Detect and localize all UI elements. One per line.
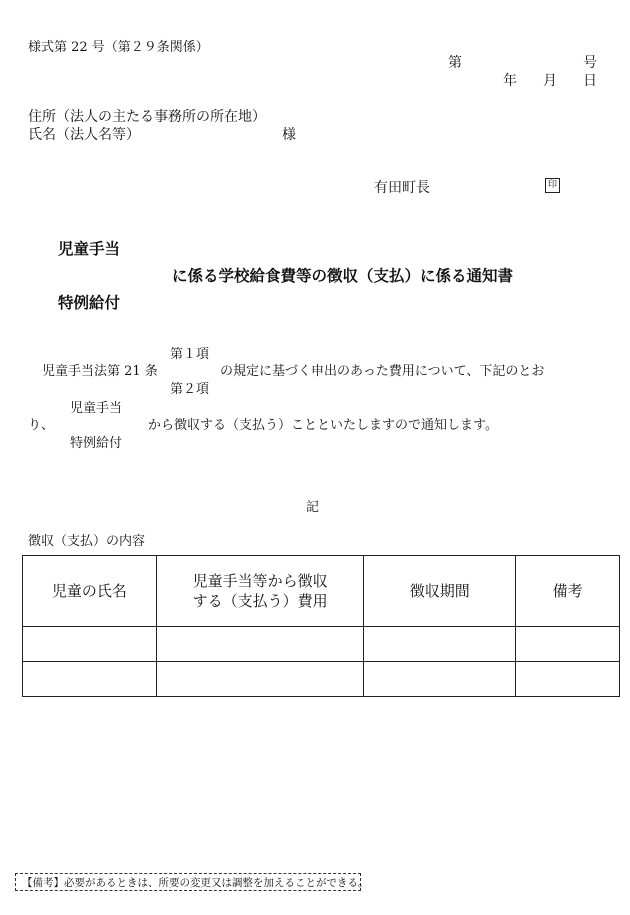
body-option-1: 児童手当 bbox=[70, 401, 123, 416]
table-cell[interactable] bbox=[23, 627, 157, 662]
collection-table bbox=[22, 555, 620, 697]
date-year: 年 bbox=[503, 73, 517, 89]
address-label: 住所（法人の主たる事務所の所在地） bbox=[28, 109, 266, 125]
body-item-2: 第２項 bbox=[170, 382, 210, 397]
header-child-name: 児童の氏名 bbox=[23, 556, 157, 627]
body-item-1: 第１項 bbox=[170, 347, 210, 362]
name-label: 氏名（法人名等） bbox=[28, 127, 140, 143]
table-cell[interactable] bbox=[516, 662, 620, 697]
sama-label: 様 bbox=[282, 127, 296, 143]
table-header-row bbox=[23, 556, 620, 627]
date-month: 月 bbox=[543, 73, 557, 89]
header-expense: 児童手当等から徴収 する（支払う）費用 bbox=[156, 556, 364, 627]
body-line-2-start: り、 bbox=[28, 418, 55, 433]
table-cell[interactable] bbox=[23, 662, 157, 697]
section-label: 徴収（支払）の内容 bbox=[28, 534, 146, 549]
header-remarks: 備考 bbox=[516, 556, 620, 627]
body-line-2: から徴収する（支払う）ことといたしますので通知します。 bbox=[148, 418, 498, 433]
body-law: 児童手当法第 21 条 bbox=[42, 364, 158, 379]
header-period: 徴収期間 bbox=[364, 556, 516, 627]
number-go: 号 bbox=[583, 55, 597, 71]
date-day: 日 bbox=[583, 73, 597, 89]
issuer-label: 有田町長 bbox=[374, 180, 430, 196]
table-row bbox=[23, 627, 620, 662]
body-line-1: の規定に基づく申出のあった費用について、下記のとお bbox=[220, 364, 545, 379]
document-title: に係る学校給食費等の徴収（支払）に係る通知書 bbox=[172, 266, 514, 285]
ki-label: 記 bbox=[306, 500, 320, 515]
table-cell[interactable] bbox=[364, 662, 516, 697]
title-option-tokurei-kyufu: 特例給付 bbox=[58, 293, 121, 312]
number-dai: 第 bbox=[448, 55, 462, 71]
form-label: 様式第 22 号（第２９条関係） bbox=[28, 40, 209, 55]
table-cell[interactable] bbox=[156, 627, 364, 662]
table-cell[interactable] bbox=[364, 627, 516, 662]
table-row bbox=[23, 662, 620, 697]
seal-mark: 印 bbox=[545, 178, 560, 193]
body-option-2: 特例給付 bbox=[70, 436, 123, 451]
remarks-note: 【備考】必要があるときは、所要の変更又は調整を加えることができる。 bbox=[15, 873, 361, 891]
table-cell[interactable] bbox=[516, 627, 620, 662]
table-cell[interactable] bbox=[156, 662, 364, 697]
title-option-jidou-teate: 児童手当 bbox=[58, 239, 121, 258]
